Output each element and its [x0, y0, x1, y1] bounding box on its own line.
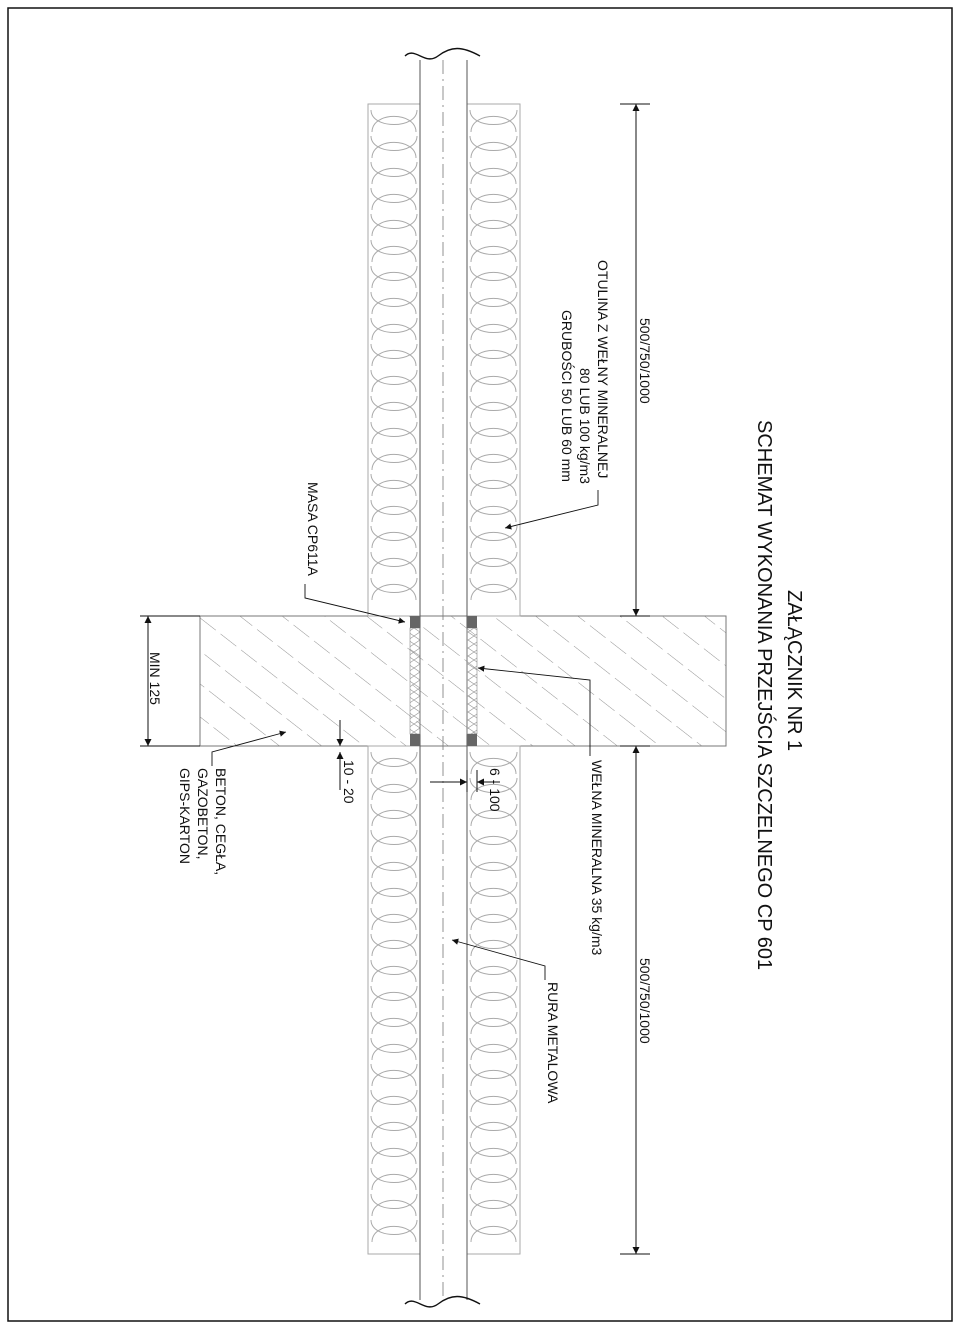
insulation-coil [470, 318, 517, 340]
insulation-coil [371, 396, 417, 418]
insulation-coil [470, 500, 517, 522]
insulation-coil [371, 856, 417, 878]
insulation-coil [470, 908, 517, 930]
insulation-coil [371, 344, 417, 366]
title-line2: SCHEMAT WYKONANIA PRZEJŚCIA SZCZELNEGO CP 601 [753, 420, 775, 971]
insulation-coil [371, 804, 417, 826]
insulation-coil [470, 552, 517, 574]
insulation-coil [470, 266, 517, 288]
insulation-lower [368, 746, 520, 1254]
insulation-coil [371, 986, 417, 1008]
insulation-coil [470, 344, 517, 366]
insulation-coil [470, 1064, 517, 1086]
insulation-coil [470, 422, 517, 444]
insulation-coil [470, 188, 517, 210]
dim-insulation-gap: 10 - 20 [341, 760, 357, 804]
insulation-coil [470, 526, 517, 548]
insulation-coil [371, 1194, 417, 1216]
insulation-coil [470, 1116, 517, 1138]
insulation-coil [470, 1194, 517, 1216]
insulation-coil [371, 1142, 417, 1164]
dim-annular-gap: 6 - 100 [487, 768, 503, 812]
insulation-coil [371, 578, 417, 600]
insulation-coil [371, 292, 417, 314]
insulation-coil [470, 110, 517, 132]
insulation-coil [470, 240, 517, 262]
dim-wall-thickness: MIN 125 [147, 652, 163, 705]
insulation-coil [470, 474, 517, 496]
insulation-coil [470, 578, 517, 600]
insulation-coil [371, 474, 417, 496]
insulation-coil [470, 986, 517, 1008]
svg-text:GIPS-KARTON: GIPS-KARTON [177, 768, 193, 864]
pipe-label: RURA METALOWA [545, 982, 561, 1104]
insulation-coil [371, 1220, 417, 1242]
pipe-break-top [405, 49, 480, 59]
insulation-coil [371, 448, 417, 470]
insulation-coil [371, 370, 417, 392]
insulation-coil [371, 1090, 417, 1112]
svg-text:BETON, CEGŁA,: BETON, CEGŁA, [213, 768, 229, 876]
insulation-coil [371, 1116, 417, 1138]
insulation-coil [470, 136, 517, 158]
svg-text:GAZOBETON,: GAZOBETON, [195, 768, 211, 860]
insulation-coil [371, 934, 417, 956]
insulation-coil [371, 1012, 417, 1034]
insulation-coil [371, 240, 417, 262]
insulation-coil [371, 1168, 417, 1190]
insulation-label [559, 260, 611, 484]
dim-upper-length: 500/750/1000 [637, 318, 653, 404]
insulation-coil [371, 778, 417, 800]
insulation-coil [470, 882, 517, 904]
insulation-coil [371, 136, 417, 158]
dim-lower-length: 500/750/1000 [637, 958, 653, 1044]
insulation-coil [470, 1142, 517, 1164]
insulation-coil [470, 960, 517, 982]
insulation-coil [371, 110, 417, 132]
insulation-coil [470, 1090, 517, 1112]
insulation-coil [371, 552, 417, 574]
insulation-coil [470, 396, 517, 418]
insulation-upper [368, 104, 520, 616]
insulation-coil [470, 448, 517, 470]
insulation-coil [371, 526, 417, 548]
pipe-break-bottom [405, 1297, 480, 1307]
insulation-coil [371, 960, 417, 982]
insulation-coil [371, 1064, 417, 1086]
insulation-coil [371, 188, 417, 210]
svg-text:OTULINA Z WEŁNY MINERALNEJ: OTULINA Z WEŁNY MINERALNEJ [595, 260, 611, 479]
insulation-coil [371, 266, 417, 288]
insulation-coil [371, 500, 417, 522]
insulation-coil [371, 830, 417, 852]
insulation-coil [470, 370, 517, 392]
svg-text:GRUBOŚCI 50 LUB 60 mm: GRUBOŚCI 50 LUB 60 mm [559, 310, 575, 482]
insulation-coil [470, 1038, 517, 1060]
insulation-coil [470, 830, 517, 852]
filler-label: WEŁNA MINERALNA 35 kg/m3 [589, 760, 605, 956]
insulation-coil [371, 1038, 417, 1060]
title-line1: ZAŁĄCZNIK NR 1 [783, 590, 805, 752]
insulation-coil [371, 214, 417, 236]
insulation-coil [371, 162, 417, 184]
sealant-label: MASA CP611A [305, 482, 321, 576]
insulation-coil [371, 752, 417, 774]
insulation-coil [371, 882, 417, 904]
insulation-coil [470, 214, 517, 236]
insulation-coil [371, 908, 417, 930]
insulation-coil [470, 856, 517, 878]
wall-section [200, 616, 726, 746]
insulation-coil [371, 422, 417, 444]
insulation-coil [470, 1220, 517, 1242]
insulation-coil [470, 162, 517, 184]
insulation-coil [371, 318, 417, 340]
svg-text:80 LUB 100 kg/m3: 80 LUB 100 kg/m3 [577, 368, 593, 484]
insulation-coil [470, 934, 517, 956]
insulation-coil [470, 1168, 517, 1190]
insulation-coil [470, 1012, 517, 1034]
wall-material-label [177, 768, 229, 875]
insulation-coil [470, 292, 517, 314]
title-block [753, 420, 805, 970]
